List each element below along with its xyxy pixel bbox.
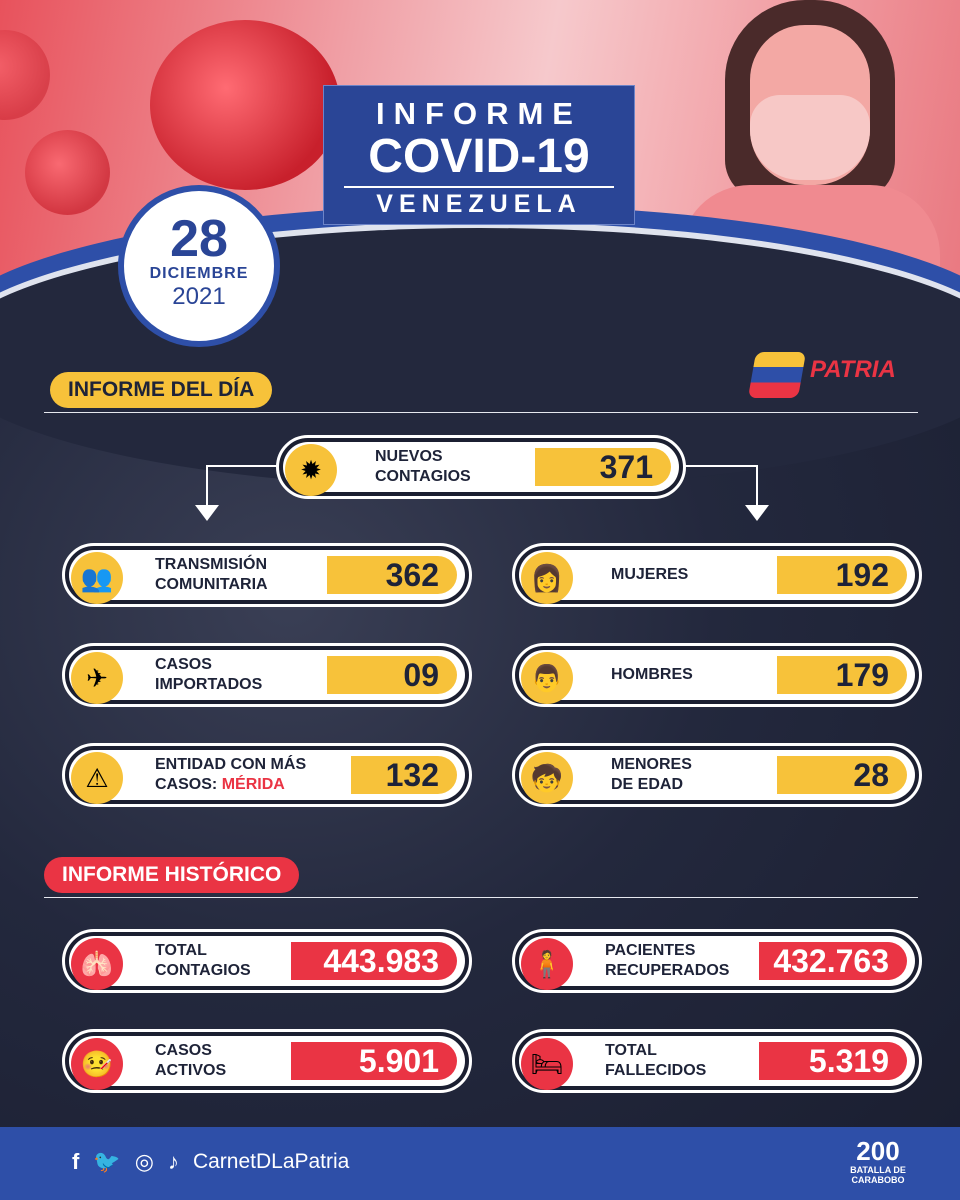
title-line-2: COVID-19: [368, 130, 590, 183]
card-value: 443.983: [291, 942, 457, 980]
card-value: 362: [327, 556, 457, 594]
people-icon: 👥: [71, 552, 123, 604]
card-new-cases: [276, 435, 686, 499]
title-line-3: VENEZUELA: [344, 186, 614, 219]
card-label: MENORES DE EDAD: [611, 756, 692, 793]
child-mask-icon: 🧒: [521, 752, 573, 804]
recovered-patient-icon: 🧍: [521, 938, 573, 990]
card-active-cases: [62, 1029, 472, 1093]
card-value: 132: [351, 756, 457, 794]
carabobo-badge: [838, 1137, 918, 1185]
date-day: 28: [170, 210, 228, 268]
arrow-head-icon: [195, 505, 219, 521]
hospital-bed-icon: 🛏: [521, 1038, 573, 1090]
badge-line-2: CARABOBO: [851, 1175, 905, 1185]
title-line-1: INFORME: [376, 96, 582, 131]
card-value: 5.319: [759, 1042, 907, 1080]
section-title-history: INFORME HISTÓRICO: [44, 857, 299, 893]
card-label: CASOS ACTIVOS: [155, 1042, 227, 1079]
card-value: 192: [777, 556, 907, 594]
card-label: PACIENTES RECUPERADOS: [605, 942, 730, 979]
arrow-right: [684, 465, 758, 507]
plane-globe-icon: ✈: [71, 652, 123, 704]
divider: [44, 897, 918, 898]
card-top-state: [62, 743, 472, 807]
flag-icon: [748, 352, 806, 398]
lungs-icon: 🫁: [71, 938, 123, 990]
card-label: ENTIDAD CON MÁS CASOS: MÉRIDA: [155, 756, 307, 793]
card-men: [512, 643, 922, 707]
virus-image: [150, 20, 340, 190]
card-label: HOMBRES: [611, 666, 693, 683]
card-community-transmission: [62, 543, 472, 607]
card-value: 5.901: [291, 1042, 457, 1080]
patria-logo: [752, 350, 922, 400]
date-month: DICIEMBRE: [149, 265, 249, 282]
card-label: NUEVOS CONTAGIOS: [375, 448, 471, 485]
social-handle[interactable]: CarnetDLaPatria: [192, 1150, 350, 1173]
card-value: 28: [777, 756, 907, 794]
facebook-icon[interactable]: f: [72, 1149, 80, 1174]
date-badge: [118, 185, 280, 347]
card-imported-cases: [62, 643, 472, 707]
card-minors: [512, 743, 922, 807]
card-recovered: [512, 929, 922, 993]
badge-number: 200: [856, 1136, 900, 1166]
card-deaths: [512, 1029, 922, 1093]
date-year: 2021: [172, 283, 226, 310]
state-name: MÉRIDA: [221, 776, 285, 793]
card-women: [512, 543, 922, 607]
card-value: 371: [535, 448, 671, 486]
arrow-left: [206, 465, 280, 507]
report-title: [323, 85, 635, 225]
badge-line-1: BATALLA DE: [850, 1165, 906, 1175]
arrow-head-icon: [745, 505, 769, 521]
card-label: TOTAL CONTAGIOS: [155, 942, 251, 979]
virus-image: [25, 130, 110, 215]
woman-icon: 👩: [521, 552, 573, 604]
card-label: TRANSMISIÓN COMUNITARIA: [155, 556, 268, 593]
twitter-icon[interactable]: 🐦: [93, 1149, 121, 1174]
card-value: 432.763: [759, 942, 907, 980]
card-label: TOTAL FALLECIDOS: [605, 1042, 707, 1079]
logo-text: PATRIA: [810, 356, 896, 383]
virus-icon: ✹: [285, 444, 337, 496]
footer: [0, 1127, 960, 1200]
globe-warning-icon: ⚠: [71, 752, 123, 804]
card-total-cases: [62, 929, 472, 993]
virus-image: [0, 30, 50, 120]
card-label: CASOS IMPORTADOS: [155, 656, 263, 693]
instagram-icon[interactable]: ◎: [134, 1149, 154, 1174]
card-value: 179: [777, 656, 907, 694]
section-title-daily: INFORME DEL DÍA: [50, 372, 272, 408]
social-links: [72, 1149, 349, 1175]
card-label: MUJERES: [611, 566, 689, 583]
man-icon: 👨: [521, 652, 573, 704]
sick-person-icon: 🤒: [71, 1038, 123, 1090]
card-value: 09: [327, 656, 457, 694]
divider: [44, 412, 918, 413]
tiktok-icon[interactable]: ♪: [167, 1149, 179, 1174]
